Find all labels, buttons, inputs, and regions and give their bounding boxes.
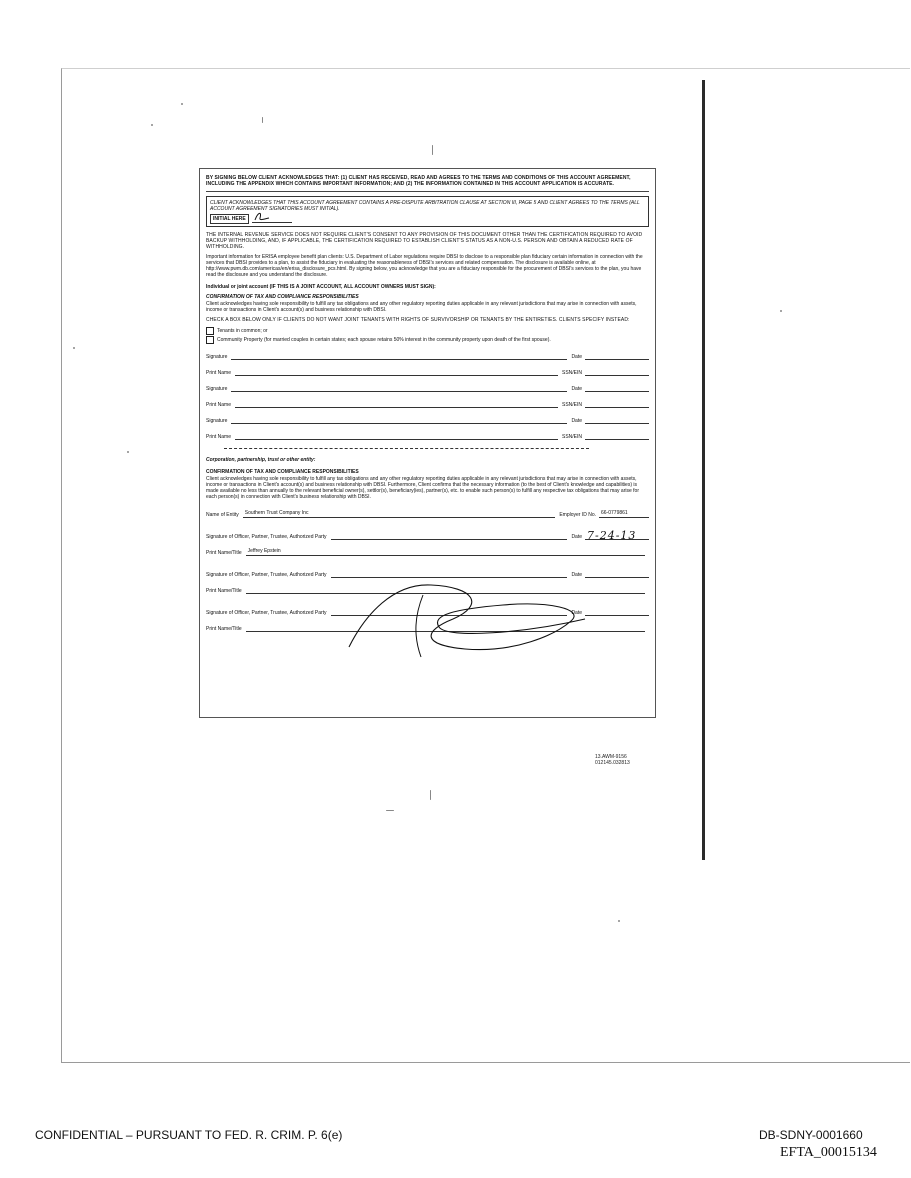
efta-number: EFTA_00015134 <box>780 1145 877 1160</box>
officer3-signature-row <box>206 608 649 616</box>
section-separator <box>224 448 589 449</box>
officer3-signature-field[interactable] <box>331 609 568 616</box>
officer1-signature-field[interactable] <box>331 533 568 540</box>
confidential-notice: CONFIDENTIAL – PURSUANT TO FED. R. CRIM. P. 6(e) <box>35 1128 343 1142</box>
signer3-ssn-field[interactable] <box>585 433 649 440</box>
scan-speck <box>73 347 75 349</box>
date-label: Date <box>571 386 582 392</box>
print-name-title-label: Print Name/Title <box>206 550 242 556</box>
signer3-signature-row <box>206 416 649 424</box>
individual-account-heading: Individual or joint account (IF THIS IS A JOINT ACCOUNT, ALL ACCOUNT OWNERS MUST SIGN): <box>206 284 436 290</box>
print-name-label: Print Name <box>206 402 232 408</box>
acknowledgement-paragraph: BY SIGNING BELOW CLIENT ACKNOWLEDGES THAT: (1) CLIENT HAS RECEIVED, READ AND AGREES TO THE TERMS AND CONDITIONS OF THIS ACCOUNT AGREEMENT, INCLUDING THE APPENDIX WHICH CONTAINS IMPORTANT INFORMATION; AND (2) THE INFORMATION CONTAINED IN THIS ACCOUNT APPLICATION IS ACCURATE. <box>206 175 631 187</box>
scan-speck <box>262 117 263 123</box>
divider <box>206 191 649 192</box>
initial-field[interactable] <box>252 216 292 223</box>
signature-label: Signature <box>206 418 228 424</box>
date-label: Date <box>571 610 582 616</box>
signer1-ssn-field[interactable] <box>585 369 649 376</box>
tax-entity-heading: CONFIRMATION OF TAX AND COMPLIANCE RESPONSIBILITIES <box>206 469 359 475</box>
officer1-signature-row <box>206 529 649 542</box>
scan-speck <box>618 920 620 922</box>
officer2-name-row <box>206 586 649 594</box>
officer3-name-row <box>206 624 649 632</box>
officer2-signature-field[interactable] <box>331 571 568 578</box>
scan-speck <box>127 451 129 453</box>
signature-label: Signature <box>206 354 228 360</box>
officer3-date-field[interactable] <box>585 609 649 616</box>
signer2-ssn-field[interactable] <box>585 401 649 408</box>
officer2-print-name-field[interactable] <box>246 587 645 594</box>
print-name-label: Print Name <box>206 434 232 440</box>
signer3-date-field[interactable] <box>585 417 649 424</box>
print-name-label: Print Name <box>206 370 232 376</box>
signer1-name-row <box>206 368 649 376</box>
scan-speck <box>386 810 394 811</box>
handwritten-date: 7-24-13 <box>587 529 637 542</box>
date-label: Date <box>571 354 582 360</box>
officer2-date-field[interactable] <box>585 571 649 578</box>
ssn-label: SSN/EIN <box>561 402 582 408</box>
signer2-name-row <box>206 400 649 408</box>
scan-speck <box>151 124 153 126</box>
officer1-date-field[interactable] <box>585 529 649 542</box>
print-name-title-label: Print Name/Title <box>206 626 242 632</box>
signer3-print-name-field[interactable] <box>235 433 558 440</box>
tax-individual-text: Client acknowledges having sole responsibility to fulfill any tax obligations and any other regulatory reporting duties applicable in any relevant jurisdictions that may arise in connection with assets, income or transactions in Client's account(s) and business relationship with DBSI. <box>206 301 637 313</box>
officer-signature-label: Signature of Officer, Partner, Trustee, Authorized Party <box>206 572 327 578</box>
tenants-in-common-label: Tenants in common; or <box>217 328 268 334</box>
signer1-signature-row <box>206 352 649 360</box>
employer-id-field[interactable] <box>599 511 649 518</box>
community-property-label: Community Property (for married couples in certain states; each spouse retains 50% interest in the community property upon death of the first spouse). <box>217 337 551 343</box>
stamp-line-1: 13.AWM-9156 <box>595 754 627 760</box>
arbitration-notice: CLIENT ACKNOWLEDGES THAT THIS ACCOUNT AGREEMENT CONTAINS A PRE-DISPUTE ARBITRATION CLAUSE AT SECTION III, PAGE 5 AND CLIENT AGREES TO THE TERMS (ALL ACCOUNT AGREEMENT SIGNATORIES MUST INITIAL). <box>210 200 640 212</box>
name-of-entity-field[interactable] <box>243 511 556 518</box>
initial-here-label: INITIAL HERE <box>210 214 249 224</box>
scan-speck <box>432 145 433 155</box>
erisa-paragraph: Important information for ERISA employee benefit plan clients: U.S. Department of Labor regulations require DBSI to disclose to a responsible plan fiduciary certain information in connection with the services that DBSI provides to a plan, to assist the fiduciary in evaluating the reasonableness of DBSI's services and related compensation. The disclosure is available online, at http://www.pwm.db.com/americas/en/erisa_disclosure_pcs.html. By signing below, you acknowledge that you are a fiduciary responsible for the procurement of DBSI's services to the plan, you have read the disclosure and you understand the disclosure. <box>206 254 643 278</box>
signer2-signature-row <box>206 384 649 392</box>
print-name-title-label: Print Name/Title <box>206 588 242 594</box>
scan-speck <box>780 310 782 312</box>
name-of-entity-value: Southern Trust Company Inc <box>244 510 309 516</box>
entity-name-row <box>206 510 649 518</box>
bates-number: DB-SDNY-0001660 <box>759 1128 863 1142</box>
signer2-signature-field[interactable] <box>231 385 567 392</box>
officer2-signature-row <box>206 570 649 578</box>
community-property-checkbox[interactable] <box>206 336 214 344</box>
officer1-print-name-field[interactable] <box>246 549 645 556</box>
employer-id-label: Employer ID No. <box>559 512 596 518</box>
signer3-name-row <box>206 432 649 440</box>
corporation-heading: Corporation, partnership, trust or other entity: <box>206 457 316 463</box>
signer2-print-name-field[interactable] <box>235 401 558 408</box>
officer1-name-row <box>206 548 649 556</box>
employer-id-value: 66-0779861 <box>601 510 628 516</box>
signature-label: Signature <box>206 386 228 392</box>
scan-edge-mark <box>702 80 705 860</box>
officer-signature-label: Signature of Officer, Partner, Trustee, Authorized Party <box>206 610 327 616</box>
check-box-instruction: CHECK A BOX BELOW ONLY IF CLIENTS DO NOT WANT JOINT TENANTS WITH RIGHTS OF SURVIVORSHIP OR TENANTS BY THE ENTIRETIES. CLIENTS SPECIFY INSTEAD: <box>206 317 630 323</box>
signer3-signature-field[interactable] <box>231 417 567 424</box>
date-label: Date <box>571 572 582 578</box>
irs-paragraph: THE INTERNAL REVENUE SERVICE DOES NOT REQUIRE CLIENT'S CONSENT TO ANY PROVISION OF THIS DOCUMENT OTHER THAN THE CERTIFICATION REQUIRED TO AVOID BACKUP WITHHOLDING, AND, IF APPLICABLE, THE CERTIFICATION REQUIRED TO ESTABLISH CLIENT'S STATUS AS A NON-U.S. PERSON AND OBTAIN A REDUCED RATE OF WITHHOLDING. <box>206 232 643 250</box>
account-agreement-signature-page <box>199 168 656 718</box>
scan-speck <box>430 790 431 800</box>
scan-speck <box>181 103 183 105</box>
signer2-date-field[interactable] <box>585 385 649 392</box>
community-property-option <box>206 336 649 344</box>
tax-entity-text: Client acknowledges having sole responsibility to fulfill any tax obligations and any other regulatory reporting duties applicable in any relevant jurisdictions that may arise in connection with assets, income or transactions in Client's account(s) and business relationship with DBSI. Furthermore, Client confirms that the necessary information (to the best of Client's knowledge and capabilities) is made available no less than annually to the relevant beneficial owner(s), settlor(s), beneficiary(ies), partner(s), etc. to enable such person(s) to fulfill any respective tax obligations that may arise for each person(s) in connection with Client's business relationship with DBSI. <box>206 476 639 500</box>
ssn-label: SSN/EIN <box>561 434 582 440</box>
officer-signature-label: Signature of Officer, Partner, Trustee, Authorized Party <box>206 534 327 540</box>
stamp-line-2: 012145.032813 <box>595 760 630 766</box>
officer3-print-name-field[interactable] <box>246 625 645 632</box>
name-of-entity-label: Name of Entity <box>206 512 239 518</box>
tenants-in-common-option <box>206 327 649 335</box>
document-stamp <box>595 754 630 766</box>
tax-heading: CONFIRMATION OF TAX AND COMPLIANCE RESPONSIBILITIES <box>206 294 359 300</box>
signer1-date-field[interactable] <box>585 353 649 360</box>
arbitration-notice-box <box>206 196 649 227</box>
print-name-title-value: Jeffrey Epstein <box>247 548 281 554</box>
initial-row <box>210 214 645 224</box>
date-label: Date <box>571 534 582 540</box>
tenants-in-common-checkbox[interactable] <box>206 327 214 335</box>
signer1-print-name-field[interactable] <box>235 369 558 376</box>
date-label: Date <box>571 418 582 424</box>
ssn-label: SSN/EIN <box>561 370 582 376</box>
signer1-signature-field[interactable] <box>231 353 567 360</box>
